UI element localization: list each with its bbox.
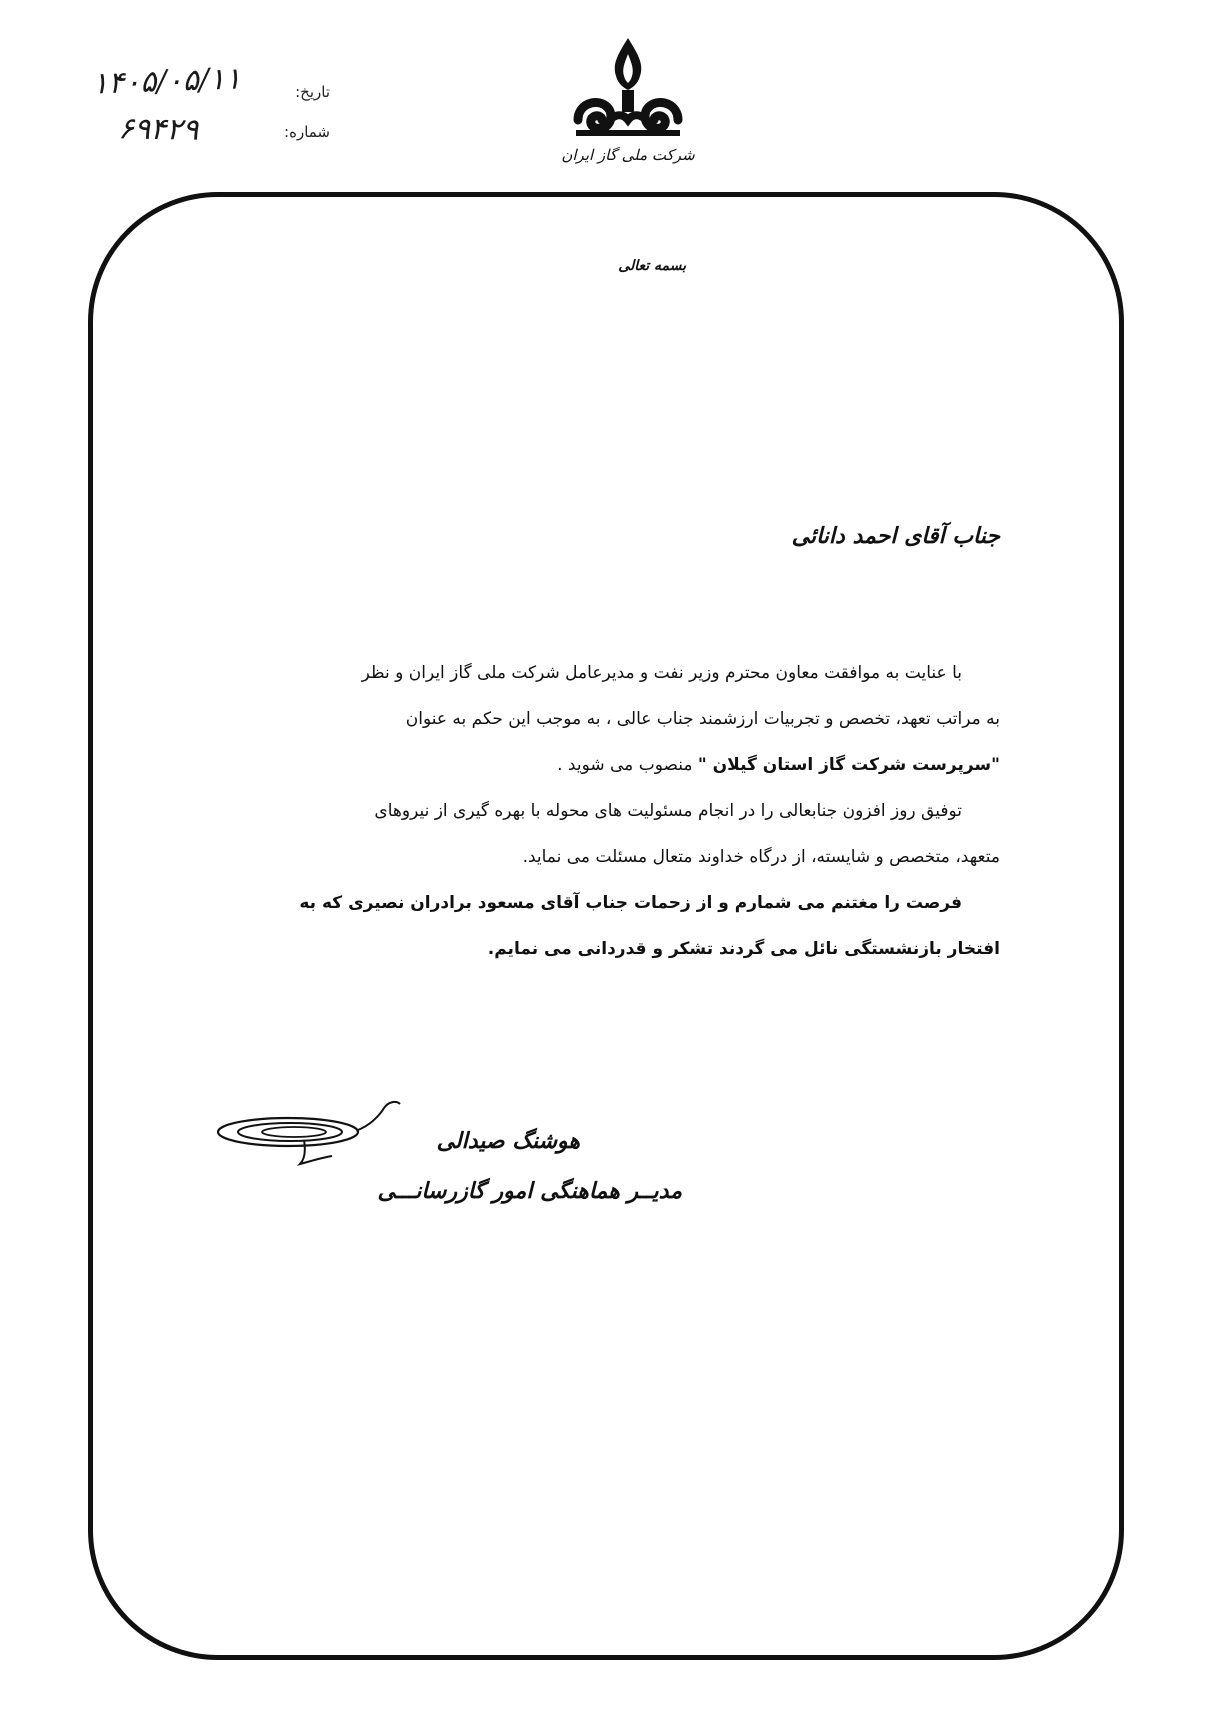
logo-caption: شرکت ملی گاز ایران	[561, 146, 695, 164]
date-label: تاریخ:	[295, 83, 330, 101]
appointment-title: "سرپرست شرکت گاز استان گیلان "	[697, 755, 1000, 775]
recipient: جناب آقای احمد دانائی	[791, 523, 1000, 549]
signatory-title: مدیــر هماهنگی امور گازرسانـــی	[377, 1178, 682, 1204]
flame-logo-icon	[568, 34, 688, 144]
letter-body	[210, 650, 1000, 972]
body-line: فرصت را مغتنم می شمارم و از زحمات جناب آقای مسعود برادران نصیری که به	[299, 893, 962, 913]
body-line: با عنایت به موافقت معاون محترم وزیر نفت و مدیرعامل شرکت ملی گاز ایران و نظر	[361, 663, 962, 683]
number-label: شماره:	[284, 123, 330, 141]
invocation: بسمه تعالی	[618, 258, 686, 274]
body-line: به مراتب تعهد، تخصص و تجربیات ارزشمند جناب عالی ، به موجب این حکم به عنوان	[405, 709, 1000, 729]
header-meta-labels	[284, 72, 330, 152]
signatory-name: هوشنگ صیدالی	[436, 1128, 580, 1154]
body-line: متعهد، متخصص و شایسته، از درگاه خداوند متعال مسئلت می نماید.	[522, 847, 1000, 867]
handwritten-signature	[208, 1096, 408, 1176]
body-line: افتخار بازنشستگی نائل می گردند تشکر و قدردانی می نمایم.	[487, 939, 1000, 959]
letter-number-value: ۶۹۴۲۹	[117, 111, 199, 148]
body-line	[210, 742, 1000, 788]
appointment-rest: منصوب می شوید .	[557, 755, 698, 775]
date-value: ۱۴۰۵/۰۵/۱۱	[91, 61, 242, 102]
body-line: توفیق روز افزون جنابعالی را در انجام مسئولیت های محوله با بهره گیری از نیروهای	[374, 801, 962, 821]
company-logo	[548, 34, 708, 174]
